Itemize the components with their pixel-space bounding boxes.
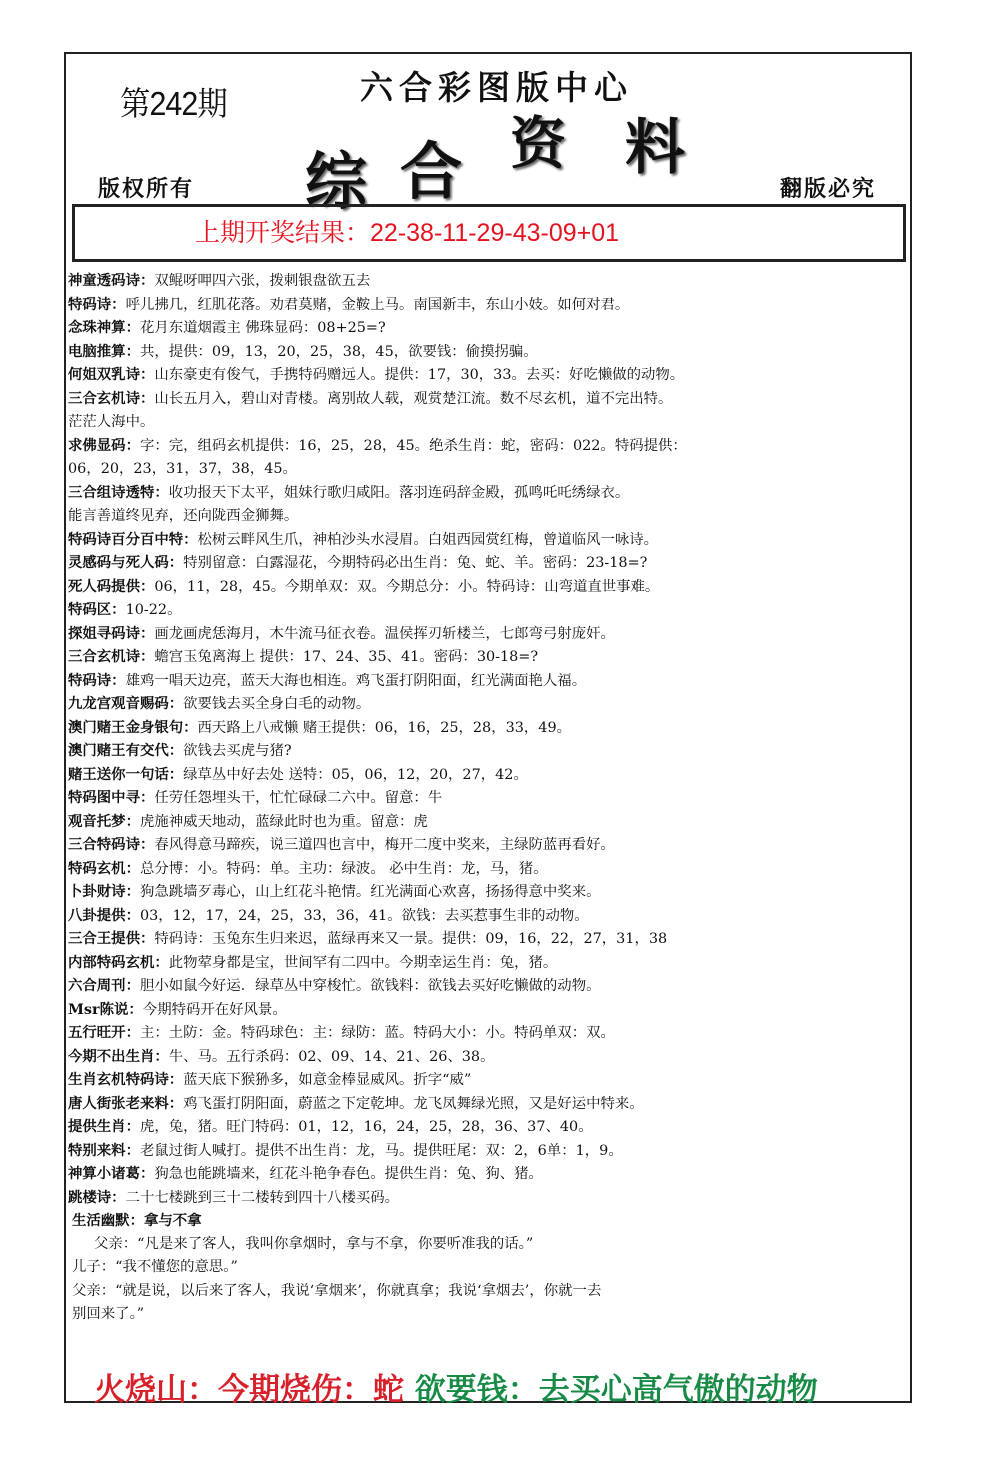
line-text: 呼儿拂几，红肌花落。劝君莫赌，金鞍上马。南国新丰，东山小妓。如何对君。	[125, 296, 630, 313]
line-text: 虎施神威天地动，蓝绿此时也为重。留意：虎	[139, 813, 428, 830]
line-label: 电脑推算：	[68, 342, 140, 360]
line-text: 双鲲呀呷四六张，拨刺银盘欲五去	[154, 273, 371, 289]
line-text: 画龙画虎恁海月，木牛流马征衣卷。温侯挥刃斩楼兰，七郎弯弓射庞奸。	[154, 625, 615, 642]
line-label: 五行旺开：	[68, 1024, 140, 1041]
line-label: 提供生肖：	[68, 1118, 140, 1135]
line-label: 澳门赌王金身银句：	[68, 718, 198, 736]
line-label: 特码诗：	[68, 671, 126, 689]
last-result	[195, 213, 619, 249]
line-label: Msr陈说：	[68, 1000, 143, 1018]
big-title-char: 料	[625, 113, 685, 183]
line-text: 任劳任怨埋头干，忙忙碌碌二六中。留意：牛	[154, 790, 443, 806]
content-lines	[68, 269, 908, 1327]
line-text: 花月东道烟霞主 佛珠显码：08+25=?	[139, 320, 386, 336]
line-text: 春风得意马蹄疾，说三道四也言中，梅开二度中奖来，主绿防蓝再看好。	[154, 837, 615, 853]
line-label: 神童透码诗：	[68, 272, 155, 289]
line-label: 特码玄机：	[68, 859, 140, 877]
line-label: 探姐寻码诗：	[68, 624, 155, 642]
line-label: 三合玄机诗：	[68, 648, 155, 665]
line-text: 06，11，28，45。今期单双：双。今期总分：小。特码诗：山弯道直世事难。	[154, 578, 660, 595]
content-line	[68, 269, 908, 293]
line-text: 雄鸡一唱天边亮，蓝天大海也相连。鸡飞蛋打阴阳面，红光满面艳人福。	[125, 672, 587, 689]
line-label: 澳门赌王有交代：	[68, 742, 184, 759]
content-line	[68, 457, 908, 481]
content-line	[68, 528, 908, 552]
line-text: 山长五月入，碧山对青楼。离别故人载，观赏楚江流。数不尽玄机，道不完出特。	[154, 390, 673, 407]
big-title-char: 综	[305, 145, 368, 218]
content-line	[68, 951, 908, 975]
content-line	[68, 645, 908, 669]
line-text: 此物荤身都是宝，世间罕有二四中。今期幸运生肖：兔，猪。	[168, 954, 558, 971]
big-title-char: 资	[510, 111, 566, 177]
line-label: 九龙宫观音赐码：	[68, 695, 184, 712]
content-line	[68, 857, 908, 881]
line-text: 松树云畔风生爪，神柏沙头水浸眉。白姐西园赏红梅，曾道临风一咏诗。	[197, 531, 659, 548]
content-line	[68, 316, 908, 340]
line-label: 灵感码与死人码：	[68, 554, 184, 571]
line-text: 虎，兔，猪。旺门特码：01，12，16，24，25，28，36、37、40。	[139, 1119, 593, 1135]
content-line	[68, 363, 908, 387]
content-line	[68, 716, 908, 740]
content-line	[68, 1092, 908, 1116]
footer-red-text: 火烧山：今期烧伤：蛇	[94, 1372, 404, 1408]
content-line	[68, 340, 908, 364]
content-line	[68, 974, 908, 998]
content-line	[68, 810, 908, 834]
joke-line: 儿子：“我不懂您的意思。”	[72, 1259, 238, 1275]
content-line	[68, 504, 908, 528]
line-text: 茫茫人海中。	[68, 414, 155, 430]
line-text: 字：完，组码玄机提供：16，25，28，45。绝杀生肖：蛇，密码：022。特码提供：	[139, 437, 687, 454]
line-label: 内部特码玄机：	[68, 953, 169, 971]
line-text: 西天路上八戒懒 赌王提供：06，16，25，28，33，49。	[197, 719, 572, 736]
content-line	[68, 763, 908, 787]
line-text: 主：土防：金。特码球色：主：绿防：蓝。特码大小：小。特码单双：双。	[139, 1025, 615, 1041]
line-text: 特别留意：白露湿花，今期特码必出生肖：兔、蛇、羊。密码：23-18=?	[183, 555, 648, 571]
line-text: 牛、马。五行杀码：02、09、14、21、26、38。	[168, 1048, 495, 1065]
line-label: 特码诗百分百中特：	[68, 530, 198, 548]
line-label: 特码诗：	[68, 295, 126, 313]
content-line	[68, 692, 908, 716]
content-line	[68, 1068, 908, 1092]
content-line	[68, 598, 908, 622]
joke-line: 父亲：“凡是来了客人，我叫你拿烟时，拿与不拿，你要听准我的话。”	[94, 1235, 534, 1252]
joke-line: 父亲：“就是说，以后来了客人，我说‘拿烟来’，你就真拿；我说‘拿烟去’，你就一去	[72, 1282, 602, 1299]
content-line	[68, 904, 908, 928]
content-line	[68, 434, 908, 458]
line-text: 欲钱去买虎与猪?	[183, 743, 292, 759]
content-line	[68, 1186, 908, 1210]
line-label: 特别来料：	[68, 1141, 140, 1159]
line-text: 03，12，17，24，25，33，36，41。欲钱：去买惹事生非的动物。	[139, 907, 589, 924]
piracy-slogan: 翻版必究	[780, 176, 877, 202]
line-label: 八卦提供：	[68, 906, 140, 924]
content-line	[68, 669, 908, 693]
line-label: 三合玄机诗：	[68, 389, 155, 407]
line-label: 特码区：	[68, 601, 126, 618]
content-line	[68, 1021, 908, 1045]
content-line	[68, 1139, 908, 1163]
line-text: 蟾宫玉兔离海上 提供：17、24、35、41。密码：30-18=?	[154, 649, 539, 665]
last-result-numbers: 22-38-11-29-43-09+01	[370, 219, 620, 247]
content-line	[68, 575, 908, 599]
line-label: 卜卦财诗：	[68, 883, 140, 900]
issue-number: 第242期	[120, 85, 227, 122]
line-text: 特码诗：玉兔东生归来迟，蓝绿再来又一景。提供：09，16，22，27，31，38	[154, 931, 668, 947]
content-line	[68, 786, 908, 810]
line-text: 蓝天底下猴狲多，如意金棒显威风。折字“威”	[183, 1072, 472, 1088]
content-line	[68, 1115, 908, 1139]
line-text: 总分博：小。特码：单。主功：绿波。 必中生肖：龙，马，猪。	[139, 860, 548, 877]
content-line	[68, 481, 908, 505]
line-label: 观音托梦：	[68, 812, 140, 830]
content-line	[68, 1162, 908, 1186]
content-line	[68, 387, 908, 411]
content-line	[68, 927, 908, 951]
line-label: 赌王送你一句话：	[68, 765, 184, 783]
line-label: 三合组诗透特：	[68, 483, 169, 501]
line-label: 死人码提供：	[68, 577, 155, 595]
line-text: 狗急跳墙歹毒心，山上红花斗艳情。红光满面心欢喜，扬扬得意中奖来。	[139, 884, 601, 900]
line-label: 念珠神算：	[68, 319, 140, 336]
line-text: 欲要钱去买全身白毛的动物。	[183, 696, 371, 712]
content-line	[68, 293, 908, 317]
line-label: 何姐双乳诗：	[68, 366, 155, 383]
line-text: 收功报天下太平，姐妹行歌归咸阳。落羽连码辞金殿，孤鸣吒吒绣绿衣。	[168, 484, 630, 501]
line-label: 唐人街张老来料：	[68, 1094, 184, 1112]
joke-line: 别回来了。”	[72, 1306, 145, 1322]
line-text: 胆小如鼠今好运．绿草丛中穿梭忙。欲钱料：欲钱去买好吃懒做的动物。	[139, 978, 601, 994]
content-line	[68, 622, 908, 646]
line-text: 鸡飞蛋打阴阳面，蔚蓝之下定乾坤。龙飞凤舞绿光照，又是好运中特来。	[183, 1095, 644, 1112]
joke-title: 生活幽默：拿与不拿	[72, 1212, 202, 1229]
line-text: 二十七楼跳到三十二楼转到四十八楼买码。	[125, 1189, 400, 1206]
content-line	[68, 410, 908, 434]
line-label: 生肖玄机特码诗：	[68, 1071, 184, 1088]
line-label: 求佛显码：	[68, 436, 140, 454]
footer-green-text: 欲要钱：去买心高气傲的动物	[414, 1372, 818, 1408]
content-line	[68, 833, 908, 857]
line-text: 能言善道终见弃，还向陇西金狮舞。	[68, 508, 299, 524]
line-text: 共，提供：09，13，20，25，38，45，欲要钱：偷摸拐骗。	[139, 343, 538, 360]
line-text: 绿草丛中好去处 送特：05，06，12，20，27，42。	[183, 766, 528, 783]
line-text: 山东豪吏有俊气，手携特码赠远人。提供：17，30，33。去买：好吃懒做的动物。	[154, 367, 685, 383]
content-line	[68, 880, 908, 904]
line-text: 10-22。	[125, 602, 182, 618]
line-text: 狗急也能跳墙来，红花斗艳争春色。提供生肖：兔、狗、猪。	[154, 1166, 543, 1182]
line-label: 跳楼诗：	[68, 1188, 126, 1206]
last-result-box	[72, 204, 906, 262]
line-label: 神算小诸葛：	[68, 1165, 155, 1182]
line-label: 六合周刊：	[68, 977, 140, 994]
content-line	[68, 551, 908, 575]
content-line	[68, 998, 908, 1022]
footer-banner	[94, 1364, 818, 1409]
line-label: 特码图中寻：	[68, 789, 155, 806]
line-text: 06，20，23，31，37，38，45。	[68, 461, 297, 477]
center-title: 六合彩图版中心	[360, 68, 633, 107]
line-label: 今期不出生肖：	[68, 1047, 169, 1065]
line-label: 三合特码诗：	[68, 836, 155, 853]
last-result-label: 上期开奖结果：	[195, 219, 371, 247]
content-line	[68, 739, 908, 763]
line-text: 老鼠过街人喊打。提供不出生肖：龙，马。提供旺尾：双：2，6单：1，9。	[139, 1142, 623, 1159]
big-title-char: 合	[400, 135, 463, 208]
content-line	[68, 1045, 908, 1069]
copyright-slogan: 版权所有	[98, 176, 195, 202]
line-label: 三合王提供：	[68, 930, 155, 947]
line-text: 今期特码开在好风景。	[142, 1001, 287, 1018]
